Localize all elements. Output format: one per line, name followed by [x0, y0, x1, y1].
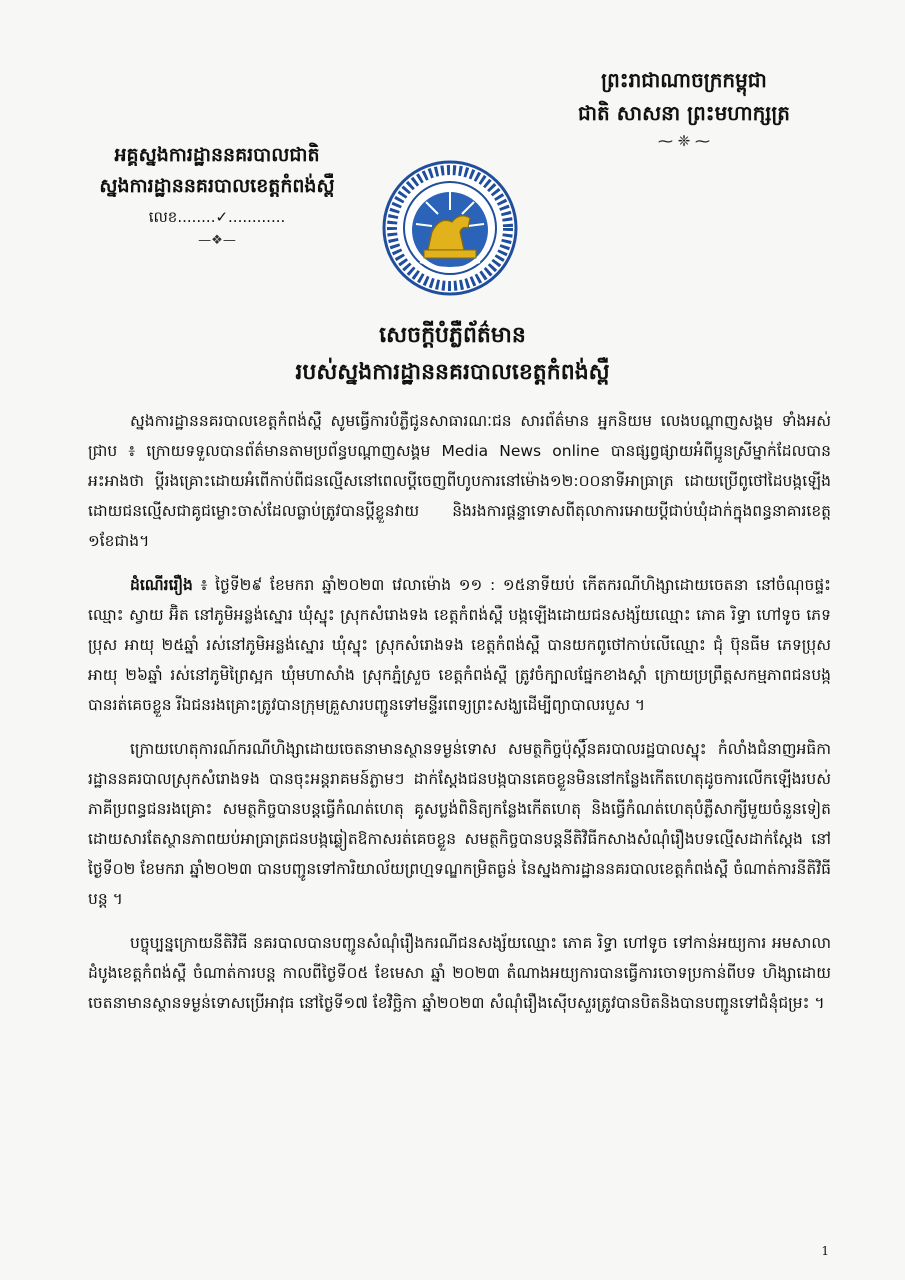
case-heading: ដំណើររឿង	[130, 576, 193, 594]
paragraph-current-status: បច្ចុប្បន្នក្រោយនីតិវិធី នគរបាលបានបញ្ជូនសំណុំរឿងករណីជនសង្ស័យឈ្មោះ ភោគ រិទ្ធា ហៅទូច ទៅកាន់អយ្យការ អមសាលាដំបូងខេត្តកំពង់ស្ពឺ ចំណាត់ការបន្ត កាលពីថ្ងៃទី០៥ ខែមេសា ឆ្នាំ ២០២៣ តំណាងអយ្យការបានធ្វើការចោទប្រកាន់ពីបទ ហិង្សាដោយចេតនាមានស្ថានទម្ងន់ទោសប្រើអាវុធ នៅថ្ងៃទី១៧ ខែវិច្ឆិកា ឆ្នាំ២០២៣ សំណុំរឿងស៊ើបសួរត្រូវបានបិតនិងបានបញ្ជូនទៅជំនុំជម្រះ ។	[88, 934, 831, 1012]
reference-number: លេខ........✓............	[148, 208, 286, 226]
paragraph-intro: ស្នងការដ្ឋាននគរបាលខេត្តកំពង់ស្ពឺ សូមធ្វើការបំភ្លឺជូនសាធារណៈជន សារព័ត៌មាន អ្នកនិយម លេងបណ្ដាញសង្គម ទាំងអស់ជ្រាប ៖ ក្រោយទទួលបានព័ត៌មានតាមប្រព័ន្ធបណ្ដាញសង្គម Media News online បានផ្សព្វផ្សាយអំពីប្អូនស្រីម្នាក់ដែលបានអះអាងថា ប្ដីរងគ្រោះដោយអំពើកាប់ពីជនល្មើសនៅពេលប្ដីចេញពីហូបការនៅម៉ោង១២:០០នាទីអាធ្រាត្រ ដោយប្រើពូថៅដៃបង្កឡើងដោយជនល្មើសជាគូជម្លោះចាស់ដែលធ្លាប់ត្រូវបានប្ដីខ្លួនវាយ និងរងការផ្ដន្ទាទោសពីតុលាការអោយប្ដីជាប់ឃុំដាក់ក្នុងពន្ធនាគារខេត្ត ១ខែជាង។	[88, 412, 831, 550]
case-details-text: ៖ ថ្ងៃទី២៩ ខែមករា ឆ្នាំ២០២៣ វេលាម៉ោង ១១ : ១៥នាទីយប់ កើតករណីហិង្សាដោយចេតនា នៅចំណុចផ្ទះឈ្មោះ ស្វាយ អ៊ិត នៅភូមិអន្លង់ស្នោរ ឃុំស្នុះ ស្រុកសំរោងទង ខេត្តកំពង់ស្ពឺ បង្កឡើងដោយជនសង្ស័យឈ្មោះ ភោគ រិទ្ធា ហៅទូច ភេទប្រុស អាយុ ២៥ឆ្នាំ រស់នៅភូមិអន្លង់ស្នោរ ឃុំស្នុះ ស្រុកសំរោងទង ខេត្តកំពង់ស្ពឺ បានយកពូថៅកាប់លើឈ្មោះ ជុំ ប៊ុនធីម ភេទប្រុស អាយុ ២៦ឆ្នាំ រស់នៅភូមិព្រៃស្អក ឃុំមហាសាំង ស្រុកភ្នំស្រួច ខេត្តកំពង់ស្ពឺ ត្រូវចំក្បាលផ្នែកខាងស្ដាំ ក្រោយប្រព្រឹត្តសកម្មភាពជនបង្កបានរត់គេចខ្លួន រីឯជនរងគ្រោះត្រូវបានក្រុមគ្រួសារបញ្ជូនទៅមន្ទីរពេទ្យព្រះសង្ឃដើម្បីព្យាបាលរបួស ។	[88, 576, 831, 714]
national-motto: ជាតិ សាសនា ព្រះមហាក្សត្រ	[578, 101, 790, 125]
ministry-name: អគ្គស្នងការដ្ឋាននគរបាលជាតិ	[114, 144, 320, 166]
ministry-header	[72, 140, 362, 250]
kingdom-title: ព្រះរាជាណាចក្រកម្ពុជា	[601, 68, 767, 92]
page-number: 1	[821, 1244, 829, 1258]
department-name: ស្នងការដ្ឋាននគរបាលខេត្តកំពង់ស្ពឺ	[99, 175, 335, 197]
title-line-2: របស់ស្នងការដ្ឋាននគរបាលខេត្តកំពង់ស្ពឺ	[295, 360, 610, 385]
ornament-divider-small: —❖—	[198, 233, 236, 248]
ornament-divider: ⁓ ❈ ⁓	[657, 132, 711, 150]
document-title	[0, 318, 905, 392]
police-emblem-icon	[380, 158, 520, 298]
paragraph-investigation: ក្រោយហេតុការណ៍ករណីហិង្សាដោយចេតនាមានស្ថានទម្ងន់ទោស សមត្ថកិច្ចប៉ុស្តិ៍នគរបាលរដ្ឋបាលស្នុះ កំលាំងជំនាញអធិការដ្ឋាននគរបាលស្រុកសំរោងទង បានចុះអន្តរាគមន៍ភ្លាមៗ ដាក់ស្ដែងជនបង្កបានគេចខ្លួនមិននៅកន្លែងកើតហេតុដូចការលើកឡើងរបស់ភាគីប្រពន្ធជនរងគ្រោះ សមត្ថកិច្ចបានបន្តធ្វើកំណត់ហេតុ គូសប្លង់ពិនិត្យកន្លែងកើតហេតុ និងធ្វើកំណត់ហេតុបំភ្លឺសាក្សីមួយចំនួនទៀត ដោយសារតែស្ថានភាពយប់អាធ្រាត្រជនបង្កឆ្លៀតឱកាសរត់គេចខ្លួន សមត្ថកិច្ចបានបន្តនីតិវិធីកសាងសំណុំរឿងបទល្មើសដាក់ស្ដែង នៅថ្ងៃទី០២ ខែមករា ឆ្នាំ២០២៣ បានបញ្ជូនទៅការិយាល័យព្រហ្មទណ្ឌកម្រិតធ្ងន់ នៃស្នងការដ្ឋាននគរបាលខេត្តកំពង់ស្ពឺ ចំណាត់ការនីតិវិធីបន្ត ។	[88, 740, 831, 908]
paragraph-case-details	[88, 570, 831, 720]
title-line-1: សេចក្ដីបំភ្លឺព័ត៌មាន	[379, 323, 526, 348]
kingdom-header	[549, 64, 819, 152]
document-body	[88, 406, 831, 1032]
